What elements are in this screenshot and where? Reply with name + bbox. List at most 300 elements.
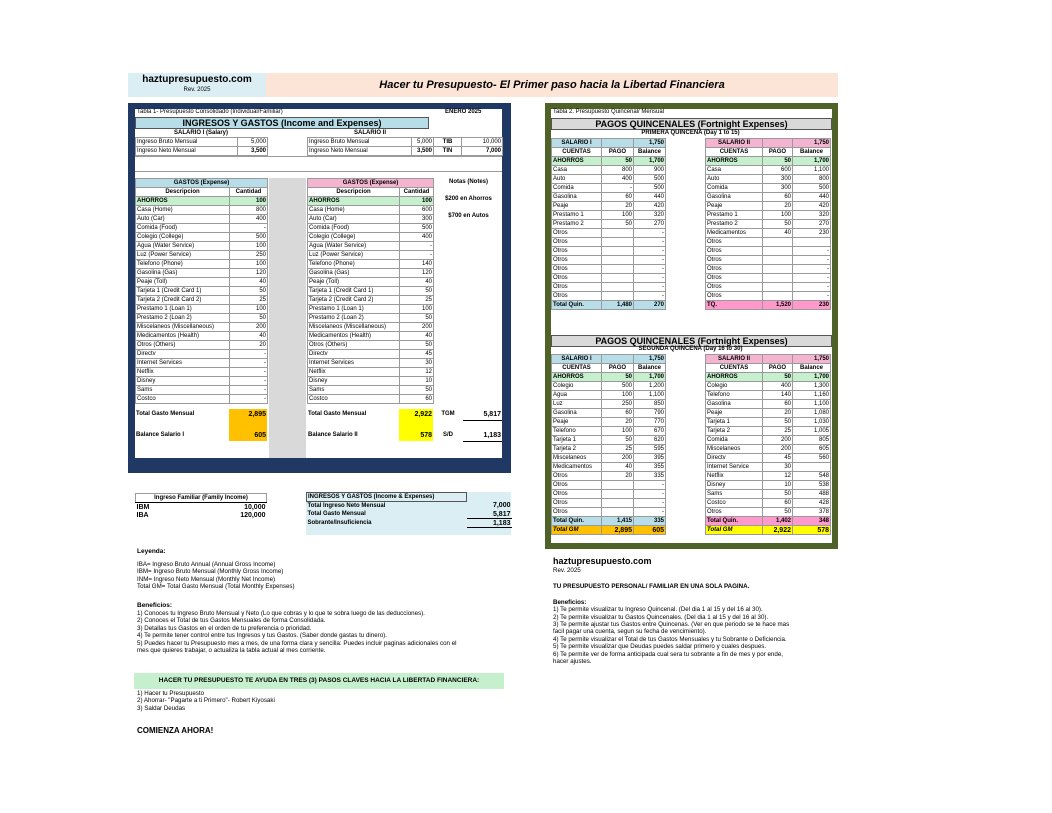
fortnight-1-salary-2 (705, 138, 831, 310)
amount-header-1: Cantidad (230, 188, 268, 197)
payment-amount[interactable]: 50 (763, 490, 793, 499)
fortnight-2-salary-2 (705, 354, 831, 535)
fortnight-row (552, 508, 686, 517)
payment-amount[interactable]: 100 (763, 211, 793, 220)
payment-amount[interactable] (602, 247, 634, 256)
balance-amount: - (793, 292, 831, 301)
payment-amount[interactable] (602, 256, 634, 265)
col-pago: PAGO (602, 364, 634, 373)
balance-amount: 420 (634, 202, 666, 211)
expenses-salary-2 (307, 178, 434, 404)
balance-amount: 1,080 (793, 409, 831, 418)
right-notes (553, 556, 843, 665)
payment-amount[interactable]: 50 (602, 157, 634, 166)
col-balance: Balance (634, 148, 666, 157)
expense-amount[interactable]: 250 (230, 251, 268, 260)
balance-amount: - (793, 265, 831, 274)
expense-amount[interactable]: 100 (400, 305, 434, 314)
sal1-net[interactable]: 3,500 (238, 147, 268, 156)
account-name: Telefono (706, 391, 763, 400)
note-cars[interactable]: $700 en Autos (448, 213, 489, 219)
expense-row (136, 197, 268, 206)
expense-description: Casa (Home) (136, 206, 230, 215)
expense-description: Netflix (136, 368, 230, 377)
table-1-caption: Tabla 1- Presupuesto Consolidado (Individual/Familiar) (137, 109, 283, 115)
expense-row (308, 296, 434, 305)
balance-amount: 1,160 (793, 391, 831, 400)
payment-amount[interactable] (602, 292, 634, 301)
expense-amount[interactable]: 10 (400, 377, 434, 386)
spacer-cell (666, 400, 686, 409)
total-expense-2: 2,922 (399, 409, 433, 420)
expense-description: Prestamo 1 (Loan 1) (308, 305, 400, 314)
payment-amount[interactable] (763, 283, 793, 292)
payment-amount[interactable]: 45 (763, 454, 793, 463)
expense-row (308, 350, 434, 359)
balance-amount: 548 (793, 472, 831, 481)
expense-amount[interactable]: 40 (230, 332, 268, 341)
expense-amount[interactable]: 40 (400, 278, 434, 287)
payment-amount[interactable]: 400 (602, 175, 634, 184)
account-name: Otros (706, 508, 763, 517)
expense-amount[interactable]: 40 (230, 278, 268, 287)
q1-sal1-amount: 1,750 (634, 139, 666, 148)
expense-amount[interactable]: 120 (230, 269, 268, 278)
payment-amount[interactable]: 60 (602, 409, 634, 418)
payment-amount[interactable]: 60 (763, 193, 793, 202)
balance-amount: - (634, 292, 666, 301)
expense-description: Miscelaneos (Miscellaneous) (308, 323, 400, 332)
total-expense-label-1: Total Gasto Mensual (136, 411, 195, 417)
expense-row (136, 377, 268, 386)
expense-amount[interactable]: 400 (230, 215, 268, 224)
payment-amount[interactable] (602, 274, 634, 283)
payment-amount[interactable]: 50 (763, 418, 793, 427)
payment-amount[interactable]: 200 (763, 445, 793, 454)
fortnight-row (706, 184, 831, 193)
payment-amount[interactable] (763, 256, 793, 265)
account-name: Otros (552, 238, 602, 247)
payment-amount[interactable]: 20 (602, 202, 634, 211)
tib-value: 10,000 (462, 138, 503, 147)
tgm-value: 5,817 (463, 409, 502, 420)
expense-amount[interactable]: - (230, 368, 268, 377)
spacer-cell (666, 274, 686, 283)
account-name: Peaje (706, 202, 763, 211)
payment-amount[interactable]: 50 (602, 373, 634, 382)
note-savings[interactable]: $200 en Ahorros (445, 196, 492, 202)
fortnight-row (552, 202, 686, 211)
expense-amount[interactable]: 100 (230, 197, 268, 206)
expense-amount[interactable]: 100 (400, 197, 434, 206)
benefit-line: 2) Conoces el Total de tus Gastos Mensuales de forma Consolidada. (137, 617, 326, 625)
expense-amount[interactable]: - (230, 224, 268, 233)
account-name: Otros (706, 274, 763, 283)
balance-amount: 620 (634, 436, 666, 445)
expense-row (308, 377, 434, 386)
balance-amount: 270 (634, 220, 666, 229)
account-name: Prestamo 2 (552, 220, 602, 229)
account-name: Netflix (706, 472, 763, 481)
expense-amount[interactable]: 200 (400, 323, 434, 332)
payment-amount[interactable]: 500 (602, 382, 634, 391)
payment-amount[interactable]: 600 (763, 166, 793, 175)
expense-description: Sams (308, 386, 400, 395)
col-cuentas: CUENTAS (552, 364, 602, 373)
sal2-gross[interactable]: 5,000 (412, 138, 434, 147)
col-balance: Balance (793, 364, 831, 373)
payment-amount[interactable] (602, 238, 634, 247)
account-name: Otros (552, 472, 602, 481)
account-name: Tarjeta 1 (552, 436, 602, 445)
balance-amount: 850 (634, 400, 666, 409)
balance-amount: 560 (793, 454, 831, 463)
spacer-cell (666, 454, 686, 463)
account-name: Otros (552, 508, 602, 517)
account-name: Colegio (552, 382, 602, 391)
fortnight-row (552, 265, 686, 274)
fortnight-row (706, 481, 831, 490)
account-name: AHORROS (706, 373, 763, 382)
expense-row (308, 233, 434, 242)
payment-amount[interactable] (602, 508, 634, 517)
expense-amount[interactable]: - (230, 377, 268, 386)
summary-title: INGRESOS Y GASTOS (Income & Expenses) (307, 493, 467, 502)
expense-description: Medicamentos (Health) (308, 332, 400, 341)
step-line: 3) Saldar Deudas (137, 704, 186, 712)
page-title: Hacer tu Presupuesto- El Primer paso hacia la Libertad Financiera (266, 73, 838, 97)
payment-amount[interactable]: 25 (763, 427, 793, 436)
q1-sal1-header: SALARIO I (552, 139, 602, 148)
balance-amount: 1,030 (793, 418, 831, 427)
q2-total-pago: 1,415 (602, 517, 634, 526)
expense-amount[interactable]: 500 (230, 233, 268, 242)
expense-amount[interactable]: 20 (230, 341, 268, 350)
expense-row (136, 215, 268, 224)
account-name: Auto (552, 175, 602, 184)
expense-description: Otros (Others) (308, 341, 400, 350)
expense-amount[interactable]: 200 (230, 323, 268, 332)
col-cuentas: CUENTAS (706, 148, 763, 157)
tib-label: TIB (434, 138, 462, 147)
payment-amount[interactable]: 50 (763, 508, 793, 517)
fortnight-row (552, 499, 686, 508)
expense-amount[interactable]: 40 (400, 332, 434, 341)
expense-amount[interactable]: 50 (400, 386, 434, 395)
spacer-cell (666, 256, 686, 265)
spacer-cell (666, 499, 686, 508)
fortnight-row (706, 508, 831, 517)
account-name: Comida (552, 184, 602, 193)
col-pago: PAGO (763, 148, 793, 157)
fortnight-row (552, 454, 686, 463)
payment-amount[interactable]: 40 (763, 229, 793, 238)
balance-amount: - (634, 238, 666, 247)
col-cuentas: CUENTAS (552, 148, 602, 157)
expense-row (308, 323, 434, 332)
expense-description: Luz (Power Service) (308, 251, 400, 260)
fortnight-row (706, 292, 831, 301)
expense-amount[interactable]: 50 (400, 341, 434, 350)
step-line: 2) Ahorrar- "Pagarte a ti Primero"- Robert Kiyosaki (137, 697, 275, 705)
payment-amount[interactable]: 50 (763, 157, 793, 166)
payment-amount[interactable]: 100 (602, 427, 634, 436)
fortnight-row (552, 238, 686, 247)
iba-value: 120,000 (240, 511, 266, 519)
expense-description: Auto (Car) (308, 215, 400, 224)
payment-amount[interactable]: 20 (763, 202, 793, 211)
expense-description: Internet Services (136, 359, 230, 368)
expense-amount[interactable]: 25 (230, 296, 268, 305)
q2-total-label: Total Quin. (552, 517, 602, 526)
payment-amount[interactable]: 60 (763, 499, 793, 508)
account-name: Prestamo 2 (706, 220, 763, 229)
expense-row (308, 305, 434, 314)
balance-amount: - (634, 283, 666, 292)
balance-amount: 1,300 (793, 382, 831, 391)
account-name: Comida (706, 436, 763, 445)
expense-description: Gasolina (Gas) (308, 269, 400, 278)
account-name: Peaje (706, 409, 763, 418)
payment-amount[interactable] (602, 229, 634, 238)
gross-label-2: Ingreso Bruto Mensual (308, 138, 412, 147)
expense-amount[interactable]: 400 (400, 233, 434, 242)
spacer-cell (666, 508, 686, 517)
expense-amount[interactable]: 100 (230, 305, 268, 314)
expense-amount[interactable]: - (230, 350, 268, 359)
expense-row (308, 224, 434, 233)
payment-amount[interactable]: 50 (763, 373, 793, 382)
fortnight-row (706, 283, 831, 292)
payment-amount[interactable]: 200 (602, 454, 634, 463)
payment-amount[interactable] (763, 274, 793, 283)
spacer-cell (666, 166, 686, 175)
desc-header-1: Descripcion (136, 188, 230, 197)
payment-amount[interactable]: 400 (763, 382, 793, 391)
payment-amount[interactable]: 25 (602, 445, 634, 454)
col-balance: Balance (793, 148, 831, 157)
sal1-gross[interactable]: 5,000 (238, 138, 268, 147)
site-name[interactable]: haztupresupuesto.com (142, 74, 252, 85)
spacer-cell (666, 472, 686, 481)
payment-amount[interactable]: 12 (763, 472, 793, 481)
balance-amount: 395 (634, 454, 666, 463)
legend-line: IBM= Ingreso Bruto Mensual (Monthly Gross Income) (137, 568, 284, 576)
q1-total-label: Total Quin. (552, 301, 602, 310)
payment-amount[interactable] (602, 283, 634, 292)
q2b-total-label: Total Quin. (706, 517, 763, 526)
payment-amount[interactable] (602, 481, 634, 490)
payment-amount[interactable]: 800 (602, 166, 634, 175)
iba-label: IBA (136, 511, 149, 519)
spacer-cell (666, 211, 686, 220)
fortnight-row (552, 166, 686, 175)
expense-header-2: GASTOS (Expense) (308, 179, 434, 188)
payment-amount[interactable]: 140 (763, 391, 793, 400)
expense-description: Tarjeta 2 (Credit Card 2) (308, 296, 400, 305)
sal2-net[interactable]: 3,500 (412, 147, 434, 156)
payment-amount[interactable]: 250 (602, 400, 634, 409)
benefits-title: Beneficios: (137, 602, 173, 609)
payment-amount[interactable]: 100 (602, 211, 634, 220)
payment-amount[interactable]: 300 (763, 175, 793, 184)
spacer-cell (666, 229, 686, 238)
spacer-cell (666, 283, 686, 292)
balance-amount: 440 (634, 193, 666, 202)
fortnight-row (552, 211, 686, 220)
expense-amount[interactable]: 60 (400, 395, 434, 404)
balance-amount: 335 (634, 472, 666, 481)
fortnight-row (552, 247, 686, 256)
expense-amount[interactable]: - (400, 242, 434, 251)
fortnight-row (552, 382, 686, 391)
account-name: Medicamentos (552, 463, 602, 472)
table-1-month: ENERO 2025 (445, 109, 482, 115)
payment-amount[interactable]: 50 (763, 220, 793, 229)
expense-row (308, 386, 434, 395)
account-name: Prestamo 1 (552, 211, 602, 220)
account-name: Otros (552, 247, 602, 256)
expense-amount[interactable]: - (400, 251, 434, 260)
payment-amount[interactable] (763, 247, 793, 256)
expense-amount[interactable]: - (230, 395, 268, 404)
desc-header-2: Descripcion (308, 188, 400, 197)
q1-sal2-header: SALARIO II (706, 139, 763, 148)
benefit-line: facil pagar una cuenta, segun su fecha de vencimiento). (553, 628, 707, 636)
expense-amount[interactable]: 50 (230, 314, 268, 323)
table-2-title-1: PAGOS QUINCENALES (Fortnight Expenses) (551, 118, 832, 130)
spacer-cell (666, 481, 686, 490)
expense-row (136, 323, 268, 332)
account-name: Medicamentos (706, 229, 763, 238)
expense-amount[interactable]: 140 (400, 260, 434, 269)
expense-amount[interactable]: - (230, 386, 268, 395)
payment-amount[interactable]: 50 (602, 436, 634, 445)
balance-amount: 320 (634, 211, 666, 220)
payment-amount[interactable] (763, 265, 793, 274)
expense-amount[interactable]: 30 (400, 359, 434, 368)
q2-sal2-header: SALARIO II (706, 355, 763, 364)
account-name: Otros (552, 490, 602, 499)
expense-row (136, 395, 268, 404)
payment-amount[interactable]: 20 (763, 409, 793, 418)
payment-amount[interactable] (763, 238, 793, 247)
payment-amount[interactable]: 30 (763, 463, 793, 472)
col-cuentas: CUENTAS (706, 364, 763, 373)
expense-amount[interactable]: 300 (400, 215, 434, 224)
salary-2-label: SALARIO II (354, 129, 387, 136)
account-name: Disney (706, 481, 763, 490)
account-name: Otros (706, 238, 763, 247)
steps-list (137, 690, 517, 712)
expense-amount[interactable]: - (230, 359, 268, 368)
spacer-band (135, 156, 502, 172)
benefit-line: 4) Te permite tener control entre tus Ingresos y tus Gastos. (Saber donde gastas tu dinero). (137, 632, 387, 640)
payment-amount[interactable] (602, 499, 634, 508)
account-name: Miscelaneos (552, 454, 602, 463)
expense-description: Gasolina (Gas) (136, 269, 230, 278)
payment-amount[interactable]: 20 (602, 472, 634, 481)
q2b-total-pago: 1,402 (763, 517, 793, 526)
payment-amount[interactable]: 60 (763, 400, 793, 409)
payment-amount[interactable]: 60 (602, 193, 634, 202)
expense-amount[interactable]: 100 (230, 260, 268, 269)
expense-amount[interactable]: 50 (230, 287, 268, 296)
salary-1-label: SALARIO I (Salary) (174, 129, 229, 136)
payment-amount[interactable]: 20 (602, 418, 634, 427)
gm1-total: 2,895 (602, 526, 634, 535)
first-fortnight-label: PRIMERA QUINCENA (Day 1 to 15) (641, 130, 740, 136)
expense-amount[interactable]: 50 (400, 314, 434, 323)
fortnight-row (552, 418, 686, 427)
gm1-label: Total GM (552, 526, 602, 535)
expense-amount[interactable]: 500 (400, 224, 434, 233)
expense-row (308, 332, 434, 341)
benefit-line: 2) Te permite visualizar tu Gastos Quincenales. (Del dia 1 al 15 y del 16 al 30). (553, 613, 769, 621)
payment-amount[interactable] (602, 265, 634, 274)
expense-row (136, 341, 268, 350)
payment-amount[interactable] (602, 490, 634, 499)
fortnight-1-salary-1 (551, 138, 686, 310)
payment-amount[interactable]: 300 (763, 184, 793, 193)
balance-amount: 1,100 (793, 400, 831, 409)
balance-amount: - (793, 274, 831, 283)
q1b-total-pago: 1,520 (763, 301, 793, 310)
notes-column (435, 178, 502, 221)
q2-total-balance: 335 (634, 517, 666, 526)
expense-amount[interactable]: 600 (400, 206, 434, 215)
fortnight-row (706, 211, 831, 220)
expense-description: Directv (308, 350, 400, 359)
expense-description: Otros (Others) (136, 341, 230, 350)
legend-line: Total GM= Total Gasto Mensual (Total Monthly Expenses) (137, 583, 295, 591)
expense-amount[interactable]: 800 (230, 206, 268, 215)
payment-amount[interactable]: 200 (763, 436, 793, 445)
balance-amount: - (634, 274, 666, 283)
expense-amount[interactable]: 120 (400, 269, 434, 278)
expense-amount[interactable]: 50 (400, 287, 434, 296)
surplus-value: 1,183 (467, 519, 512, 528)
payment-amount[interactable]: 40 (602, 463, 634, 472)
payment-amount[interactable]: 50 (602, 220, 634, 229)
account-name: Otros (552, 481, 602, 490)
fortnight-row (706, 409, 831, 418)
total-expense-1: 2,895 (229, 409, 267, 420)
payment-amount[interactable]: 10 (763, 481, 793, 490)
balance-amount: 595 (634, 445, 666, 454)
payment-amount[interactable]: - (602, 184, 634, 193)
fortnight-row (706, 265, 831, 274)
expense-amount[interactable]: 45 (400, 350, 434, 359)
expense-row (136, 233, 268, 242)
net-label-2: Ingreso Neto Mensual (308, 147, 412, 156)
payment-amount[interactable] (763, 292, 793, 301)
account-name: AHORROS (552, 373, 602, 382)
benefits-left (137, 602, 517, 654)
expense-row (136, 305, 268, 314)
balance-amount: 1,100 (634, 391, 666, 400)
expense-amount[interactable]: 25 (400, 296, 434, 305)
payment-amount[interactable]: 100 (602, 391, 634, 400)
fortnight-row (706, 382, 831, 391)
account-name: Prestamo 1 (706, 211, 763, 220)
site-name-2[interactable]: haztupresupuesto.com (553, 556, 652, 566)
expense-amount[interactable]: 12 (400, 368, 434, 377)
expense-row (136, 350, 268, 359)
tagline: TU PRESUPUESTO PERSONAL/ FAMILIAR EN UNA SOLA PAGINA. (553, 583, 750, 591)
expense-amount[interactable]: 100 (230, 242, 268, 251)
balance-amount: 800 (793, 175, 831, 184)
